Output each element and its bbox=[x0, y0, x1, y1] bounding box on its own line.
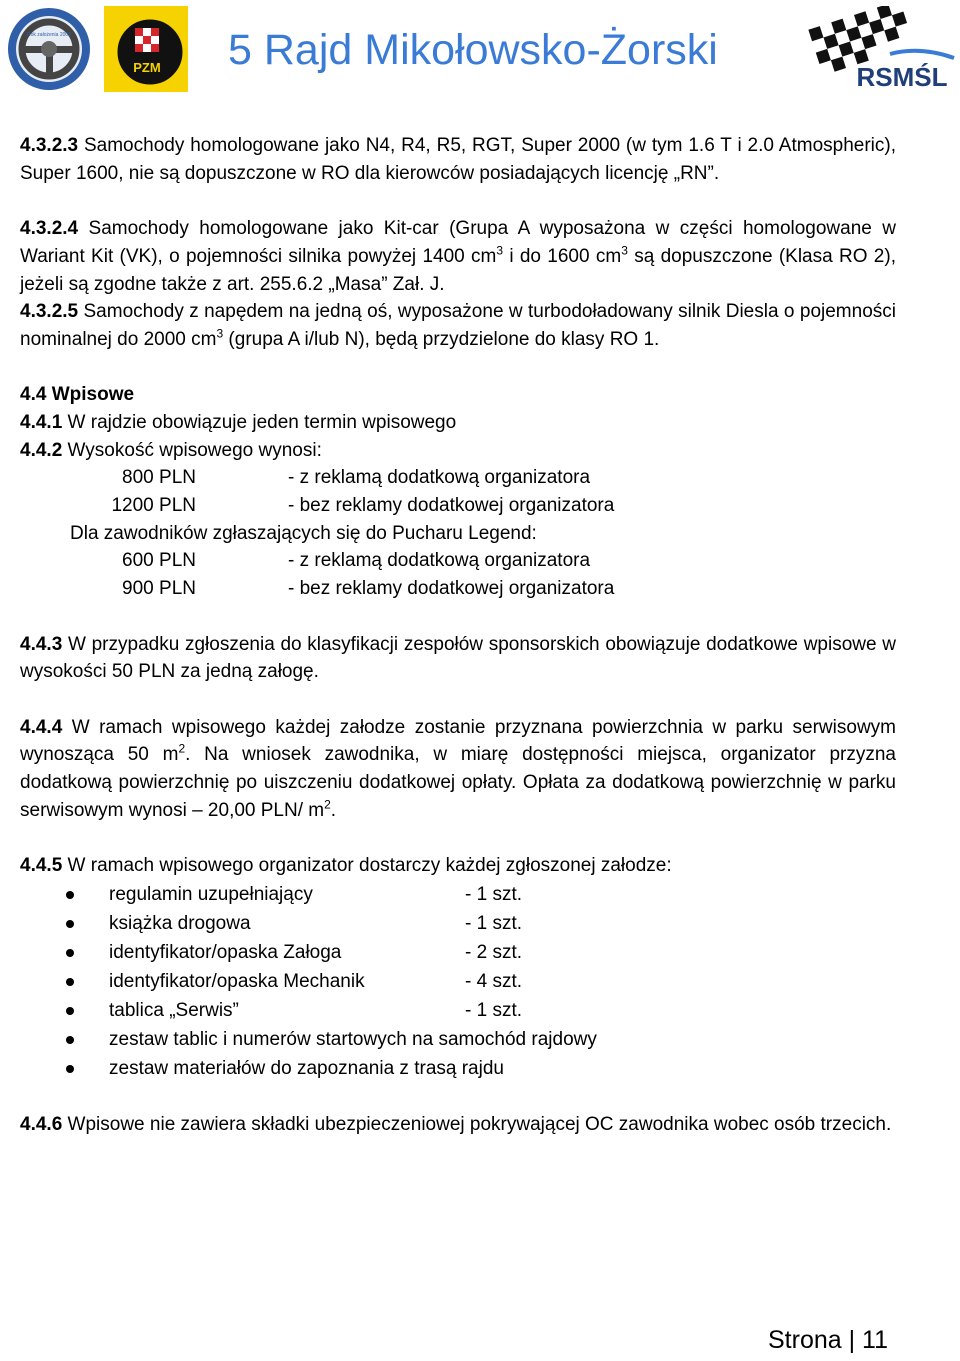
item-name: identyfikator/opaska Załoga bbox=[109, 941, 342, 963]
section-4-3-2-3 bbox=[20, 132, 896, 187]
section-4-3-2-4 bbox=[20, 215, 896, 298]
list-item bbox=[20, 1054, 896, 1083]
item-quantity: - 1 szt. bbox=[465, 883, 523, 905]
section-text: W przypadku zgłoszenia do klasyfikacji zespołów sponsorskich obowiązuje dodatkowe wpisowe w wysokości 50 PLN za jedną załogę. bbox=[20, 633, 896, 683]
item-name: identyfikator/opaska Mechanik bbox=[109, 970, 365, 992]
section-number: 4.4.3 bbox=[20, 633, 63, 655]
section-4-4-2 bbox=[20, 437, 896, 465]
section-number: 4.4.4 bbox=[20, 716, 63, 738]
section-text: Samochody homologowane jako N4, R4, R5, RGT, Super 2000 (w tym 1.6 T i 2.0 Atmospheric), Super 1600, nie są dopuszczone w RO dla kierowców posiadających licencję „RN”. bbox=[20, 135, 896, 184]
bullet-icon bbox=[66, 978, 74, 986]
fee-amount: 1200 PLN bbox=[111, 495, 196, 517]
package-list bbox=[20, 880, 896, 1083]
item-name: zestaw materiałów do zapoznania z trasą rajdu bbox=[109, 1057, 504, 1079]
fee-description: - bez reklamy dodatkowej organizatora bbox=[288, 495, 615, 517]
section-number: 4.4.1 bbox=[20, 412, 63, 433]
superscript: 3 bbox=[621, 243, 628, 258]
section-text: Wysokość wpisowego wynosi: bbox=[62, 439, 322, 461]
club-logo-steering-wheel-icon bbox=[6, 6, 92, 92]
section-number: 4.4.5 bbox=[20, 855, 63, 877]
bullet-icon bbox=[66, 1007, 74, 1015]
item-name: zestaw tablic i numerów startowych na samochód rajdowy bbox=[109, 1028, 597, 1050]
fee-amount: 600 PLN bbox=[122, 550, 196, 572]
list-item bbox=[20, 1025, 896, 1054]
section-text: Samochody z napędem na jedną oś, wyposażone w turbodoładowany silnik Diesla o pojemności nominalnej do 2000 cm bbox=[20, 301, 896, 350]
section-4-4-1 bbox=[20, 409, 896, 437]
page-title: 5 Rajd Mikołowsko-Żorski bbox=[228, 26, 718, 74]
regulation-content bbox=[20, 132, 896, 1138]
section-text: są dopuszczone (Klasa RO 2), jeżeli są zgodne także z art. 255.6.2 „Masa” Zał. J. bbox=[20, 245, 896, 295]
page-header bbox=[0, 0, 960, 110]
fee-amount: 800 PLN bbox=[122, 467, 196, 489]
item-name: tablica „Serwis” bbox=[109, 999, 239, 1021]
bullet-icon bbox=[66, 920, 74, 928]
list-item bbox=[20, 996, 896, 1025]
item-quantity: - 2 szt. bbox=[465, 941, 523, 963]
page-number: Strona | 11 bbox=[768, 1326, 888, 1354]
superscript: 3 bbox=[496, 243, 504, 258]
pzm-logo-icon bbox=[104, 6, 188, 92]
section-text: Samochody homologowane jako Kit-car (Grupa A wyposażona w części homologowane w Wariant Kit (VK), o pojemności silnika powyżej 1400 cm bbox=[20, 218, 896, 267]
fee-description: - z reklamą dodatkową organizatora bbox=[288, 550, 591, 572]
item-name: książka drogowa bbox=[109, 912, 251, 934]
superscript: 3 bbox=[216, 326, 224, 341]
fee-amount: 900 PLN bbox=[122, 578, 196, 600]
fee-row bbox=[20, 464, 896, 492]
section-number: 4.4.2 bbox=[20, 439, 63, 461]
section-text: W ramach wpisowego każdej załodze zostanie przyznana powierzchnia w parku serwisowym wynosząca 50 m bbox=[20, 716, 896, 766]
pzm-logo-text: PZM bbox=[133, 60, 161, 75]
bullet-icon bbox=[66, 891, 74, 899]
section-4-4-heading bbox=[20, 381, 896, 409]
item-name: regulamin uzupełniający bbox=[109, 883, 313, 905]
fee-description: - bez reklamy dodatkowej organizatora bbox=[288, 578, 615, 600]
section-title: Wpisowe bbox=[46, 384, 135, 406]
section-number: 4.3.2.4 bbox=[20, 218, 79, 240]
list-item bbox=[20, 909, 896, 938]
fee-row bbox=[20, 575, 896, 603]
section-text: W rajdzie obowiązuje jeden termin wpisowego bbox=[62, 412, 457, 433]
list-item bbox=[20, 880, 896, 909]
section-text: i do 1600 cm bbox=[503, 245, 622, 267]
logo1-caption: Rok założenia 2003 bbox=[27, 32, 71, 38]
section-number: 4.3.2.5 bbox=[20, 301, 79, 323]
bullet-icon bbox=[66, 949, 74, 957]
section-text: (grupa A i/lub N), będą przydzielone do klasy RO 1. bbox=[223, 328, 660, 350]
bullet-icon bbox=[66, 1065, 74, 1073]
section-4-4-4 bbox=[20, 714, 896, 825]
section-text: . bbox=[330, 799, 337, 821]
fee-description: - z reklamą dodatkową organizatora bbox=[288, 467, 591, 489]
section-text: W ramach wpisowego organizator dostarczy każdej zgłoszonej załodze: bbox=[62, 855, 672, 877]
section-number: 4.3.2.3 bbox=[20, 135, 79, 156]
fee-row bbox=[20, 547, 896, 575]
rsmsl-logo-text: RSMŚL bbox=[856, 62, 948, 92]
bullet-icon bbox=[66, 1036, 74, 1044]
list-item bbox=[20, 967, 896, 996]
section-4-4-5 bbox=[20, 852, 896, 880]
legend-cup-intro: Dla zawodników zgłaszających się do Pucharu Legend: bbox=[70, 522, 537, 544]
item-quantity: - 4 szt. bbox=[465, 970, 523, 992]
item-quantity: - 1 szt. bbox=[465, 999, 523, 1021]
section-4-4-6 bbox=[20, 1111, 896, 1139]
section-number: 4.4.6 bbox=[20, 1113, 63, 1135]
section-text: . Na wniosek zawodnika, w miarę dostępności miejsca, organizator przyzna dodatkową powierzchnię po uiszczeniu dodatkowej opłaty. Opłata za dodatkową powierzchnię w parku serwisowym wynosi – 20,00 PLN/ m bbox=[20, 744, 896, 821]
superscript: 2 bbox=[324, 797, 331, 812]
section-4-3-2-5 bbox=[20, 298, 896, 353]
superscript: 2 bbox=[178, 742, 186, 757]
item-quantity: - 1 szt. bbox=[465, 912, 523, 934]
section-number: 4.4 bbox=[20, 384, 47, 406]
rsmsl-logo-icon bbox=[802, 6, 958, 102]
section-text: Wpisowe nie zawiera składki ubezpieczeniowej pokrywającej OC zawodnika wobec osób trzecich. bbox=[62, 1113, 892, 1135]
list-item bbox=[20, 938, 896, 967]
section-4-4-3 bbox=[20, 631, 896, 686]
fee-row bbox=[20, 492, 896, 520]
